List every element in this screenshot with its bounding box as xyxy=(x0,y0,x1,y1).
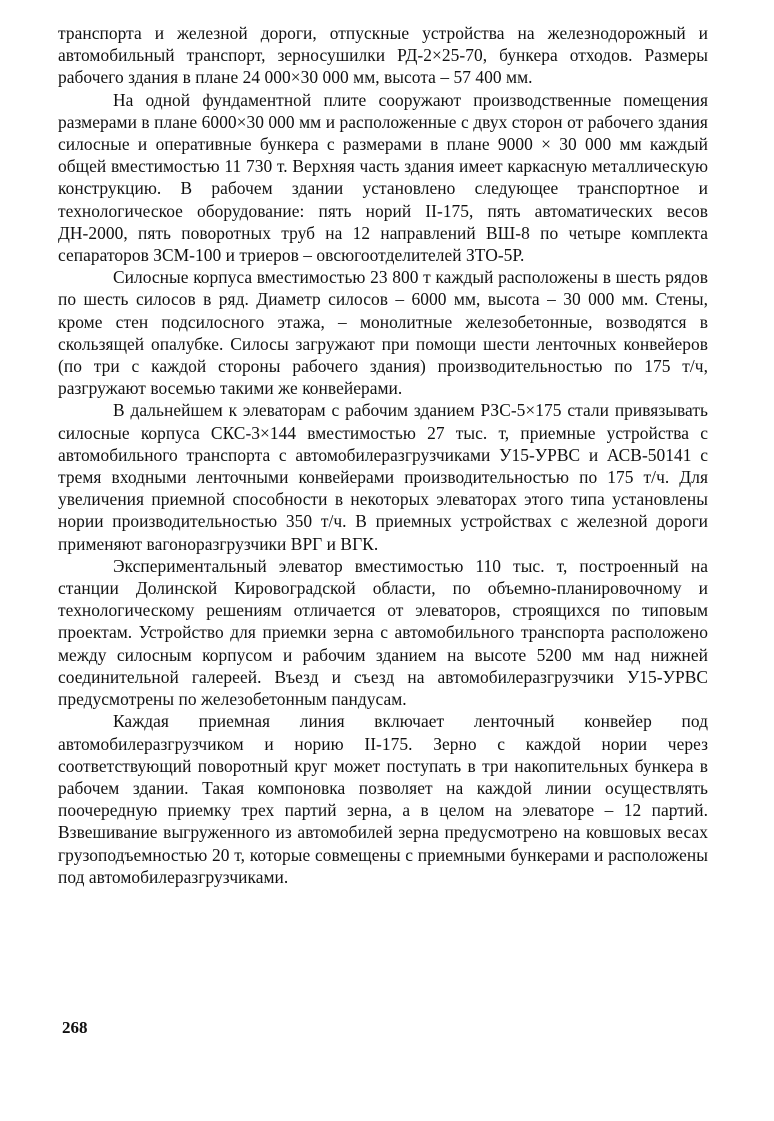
paragraph-experimental-elevator: Экспериментальный элеватор вместимостью 110 тыс. т, построенный на станции Долинской Кировоградской области, по объемно-планировочному и технологическому решениям отличается от элеваторов, строящихся по типовым проектам. Устройство для приемки зерна с автомобильного транспорта расположено между силосным корпусом и рабочим зданием на высоте 5200 мм над нижней соединительной галереей. Въезд и съезд на автомобилеразгрузчики У15-УРВС предусмотрены по железобетонным пандусам. xyxy=(58,555,708,710)
page-body xyxy=(58,22,708,888)
page-number: 268 xyxy=(62,1018,88,1037)
paragraph-receiving-line: Каждая приемная линия включает ленточный конвейер под автомобилеразгрузчиком и норию II-175. Зерно с каждой нории через соответствующий поворотный круг может поступать в три накопительных бункера в рабочем здании. Такая компоновка позволяет на каждой линии осуществлять поочередную приемку трех партий зерна, а в целом на элеваторе – 12 партий. Взвешивание выгруженного из автомобилей зерна предусмотрено на ковшовых весах грузоподъемностью 20 т, которые совмещены с приемными бункерами и расположены под автомобилеразгрузчиками. xyxy=(58,711,708,887)
paragraph-continuation: транспорта и железной дороги, отпускные устройства на железнодорожный и автомобильный транспорт, зерносушилки РД-2×25-70, бункера отходов. Размеры рабочего здания в плане 24 000×30 000 мм, высота – 57 400 мм. xyxy=(58,23,708,88)
paragraph-silo-buildings: Силосные корпуса вместимостью 23 800 т каждый расположены в шесть рядов по шесть силосов в ряд. Диаметр силосов – 6000 мм, высота – 30 000 мм. Стены, кроме стен подсилосного этажа, – монолитные железобетонные, возводятся в скользящей опалубке. Силосы загружают при помощи шести ленточных конвейеров (по три с каждой стороны рабочего здания) производительностью по 175 т/ч, разгружают восемью такими же конвейерами. xyxy=(58,267,708,399)
paragraph-foundation: На одной фундаментной плите сооружают производственные помещения размерами в плане 6000×30 000 мм и расположенные с двух сторон от рабочего здания силосные и оперативные бункера с размерами в плане 9000 × 30 000 мм каждый общей вместимостью 11 730 т. Верхняя часть здания имеет каркасную металлическую конструкцию. В рабочем здании установлено следующее транспортное и технологическое оборудование: пять норий II-175, пять автоматических весов ДН-2000, пять поворотных труб на 12 направлений ВШ-8 по четыре комплекта сепараторов ЗСМ-100 и триеров – овсюгоотделителей ЗТО-5Р. xyxy=(58,89,708,266)
paragraph-later-elevators: В дальнейшем к элеваторам с рабочим зданием РЗС-5×175 стали привязывать силосные корпуса СКС-3×144 вместимостью 27 тыс. т, приемные устройства с автомобильного транспорта с автомобилеразгрузчиками У15-УРВС и АСВ-50141 с тремя входными ленточными конвейерами производительностью по 175 т/ч. Для увеличения приемной способности в некоторых элеваторах этого типа установлены нории производительностью 350 т/ч. В приемных устройствах с железной дороги применяют вагоноразгрузчики ВРГ и ВГК. xyxy=(58,400,708,554)
